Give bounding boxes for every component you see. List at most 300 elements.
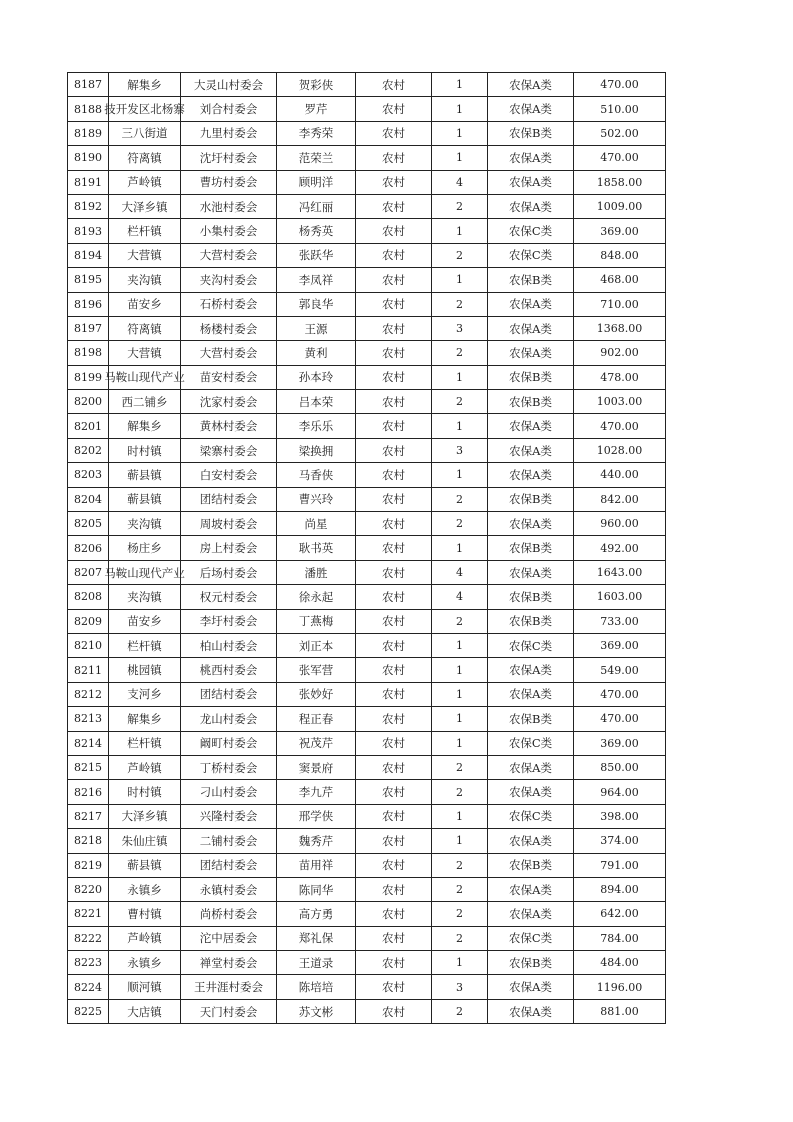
cell-count-text: 1 — [456, 687, 463, 701]
cell-id — [68, 438, 109, 462]
cell-category-text: 农保B类 — [509, 711, 552, 726]
cell-amount — [574, 853, 666, 877]
cell-name-text: 苏文彬 — [298, 1004, 334, 1019]
cell-village-text: 沈圩村委会 — [199, 150, 258, 165]
cell-amount — [574, 536, 666, 560]
cell-area — [356, 365, 432, 389]
table-row — [68, 999, 666, 1023]
cell-area — [356, 438, 432, 462]
cell-name-text: 杨秀英 — [298, 224, 334, 239]
cell-village-text: 团结村委会 — [199, 687, 258, 702]
cell-town-text: 西二铺乡 — [121, 394, 168, 409]
cell-town-text: 夹沟镇 — [127, 589, 162, 604]
cell-area-text: 农村 — [382, 638, 405, 653]
cell-village-text: 石桥村委会 — [199, 297, 258, 312]
cell-amount-text: 1858.00 — [596, 175, 643, 189]
cell-category — [488, 341, 574, 365]
cell-id-text: 8215 — [74, 761, 102, 775]
cell-count — [432, 463, 488, 487]
cell-count-text: 1 — [456, 541, 463, 555]
cell-village-text: 王井涯村委会 — [194, 980, 263, 995]
cell-amount-text: 369.00 — [600, 736, 639, 750]
cell-area — [356, 390, 432, 414]
cell-name-text: 顾明洋 — [298, 175, 334, 190]
cell-town-text: 桃园镇 — [127, 663, 162, 678]
cell-id — [68, 926, 109, 950]
table-row — [68, 829, 666, 853]
cell-count-text: 2 — [456, 200, 463, 214]
cell-area-text: 农村 — [382, 858, 405, 873]
cell-category — [488, 829, 574, 853]
cell-name — [277, 536, 356, 560]
cell-id-text: 8194 — [74, 248, 102, 262]
cell-amount — [574, 341, 666, 365]
cell-town — [109, 316, 181, 340]
cell-village — [181, 658, 277, 682]
cell-id-text: 8211 — [74, 663, 102, 677]
cell-area — [356, 414, 432, 438]
cell-village — [181, 316, 277, 340]
cell-count — [432, 487, 488, 511]
cell-amount-text: 881.00 — [600, 1005, 639, 1019]
cell-area-text: 农村 — [382, 931, 405, 946]
cell-village — [181, 463, 277, 487]
table-row — [68, 97, 666, 121]
cell-amount — [574, 146, 666, 170]
cell-category — [488, 121, 574, 145]
cell-id — [68, 731, 109, 755]
cell-count — [432, 902, 488, 926]
cell-village-text: 后场村委会 — [199, 565, 258, 580]
cell-amount-text: 710.00 — [600, 297, 639, 311]
cell-count-text: 2 — [456, 517, 463, 531]
cell-count-text: 3 — [456, 980, 463, 994]
cell-id — [68, 536, 109, 560]
cell-village — [181, 121, 277, 145]
cell-name-text: 潘胜 — [304, 565, 328, 580]
cell-id — [68, 902, 109, 926]
cell-category — [488, 585, 574, 609]
cell-area-text: 农村 — [382, 687, 405, 702]
cell-village — [181, 365, 277, 389]
cell-amount — [574, 731, 666, 755]
cell-count — [432, 146, 488, 170]
cell-count — [432, 560, 488, 584]
cell-village — [181, 877, 277, 901]
cell-amount — [574, 414, 666, 438]
cell-amount-text: 468.00 — [600, 273, 639, 287]
cell-town-text: 蕲县镇 — [127, 467, 162, 482]
cell-count — [432, 512, 488, 536]
cell-name-text: 郑礼保 — [298, 931, 334, 946]
cell-category-text: 农保B类 — [509, 370, 552, 385]
cell-town-text: 永镇乡 — [127, 882, 162, 897]
cell-name-text: 程正春 — [298, 711, 334, 726]
cell-name — [277, 73, 356, 97]
cell-count-text: 2 — [456, 614, 463, 628]
cell-village — [181, 170, 277, 194]
cell-town-text: 大泽乡镇 — [121, 809, 168, 824]
cell-id-text: 8217 — [74, 809, 102, 823]
table-row — [68, 219, 666, 243]
cell-area — [356, 170, 432, 194]
cell-category — [488, 316, 574, 340]
cell-amount — [574, 902, 666, 926]
cell-village — [181, 780, 277, 804]
cell-count-text: 4 — [456, 566, 463, 579]
cell-area — [356, 243, 432, 267]
cell-area-text: 农村 — [382, 955, 405, 970]
cell-amount-text: 470.00 — [600, 78, 639, 92]
cell-village — [181, 73, 277, 97]
cell-amount — [574, 585, 666, 609]
cell-name — [277, 170, 356, 194]
cell-village-text: 沱中居委会 — [199, 931, 258, 946]
cell-amount-text: 374.00 — [600, 834, 639, 848]
cell-area — [356, 585, 432, 609]
cell-count — [432, 853, 488, 877]
cell-category — [488, 682, 574, 706]
table-row — [68, 316, 666, 340]
cell-town — [109, 951, 181, 975]
cell-id-text: 8220 — [74, 883, 102, 897]
cell-area-text: 农村 — [382, 77, 405, 92]
cell-name-text: 苗用祥 — [298, 858, 334, 873]
cell-area — [356, 829, 432, 853]
cell-category-text: 农保B类 — [509, 589, 552, 604]
cell-town-text: 朱仙庄镇 — [121, 833, 168, 848]
cell-amount — [574, 487, 666, 511]
cell-area — [356, 121, 432, 145]
cell-area — [356, 560, 432, 584]
cell-amount-text: 964.00 — [600, 785, 639, 799]
cell-name-text: 孙本玲 — [298, 370, 334, 385]
cell-amount — [574, 829, 666, 853]
cell-amount — [574, 73, 666, 97]
cell-id-text: 8213 — [74, 712, 102, 726]
cell-town — [104, 97, 185, 121]
cell-area-text: 农村 — [382, 102, 405, 117]
cell-name-text: 陈培培 — [298, 980, 334, 995]
cell-area-text: 农村 — [382, 833, 405, 848]
cell-village-text: 梁寨村委会 — [199, 443, 258, 458]
table-row — [68, 585, 666, 609]
cell-id-text: 8191 — [74, 175, 102, 189]
cell-town-text: 栏杆镇 — [127, 736, 162, 751]
cell-area — [356, 853, 432, 877]
cell-town-text: 蕲县镇 — [127, 492, 162, 507]
cell-category — [488, 536, 574, 560]
cell-area-text: 农村 — [382, 906, 405, 921]
cell-category — [488, 731, 574, 755]
cell-village-text: 水池村委会 — [199, 199, 258, 214]
cell-area — [356, 316, 432, 340]
cell-name — [277, 292, 356, 316]
cell-area-text: 农村 — [382, 711, 405, 726]
cell-id-text: 8218 — [74, 834, 102, 848]
cell-amount-text: 1003.00 — [596, 395, 643, 409]
cell-category-text: 农保C类 — [508, 931, 553, 946]
cell-name — [277, 902, 356, 926]
cell-count-text: 2 — [456, 858, 463, 872]
cell-amount-text: 1643.00 — [596, 566, 643, 579]
cell-category-text: 农保B类 — [509, 541, 552, 556]
cell-name-text: 耿书英 — [298, 541, 334, 556]
cell-category-text: 农保A类 — [509, 882, 552, 897]
cell-id-text: 8196 — [74, 297, 102, 311]
cell-id — [68, 194, 109, 218]
cell-name — [277, 951, 356, 975]
cell-id-text: 8201 — [74, 419, 102, 433]
cell-name — [277, 682, 356, 706]
cell-area — [356, 512, 432, 536]
cell-name-text: 王道录 — [298, 955, 334, 970]
cell-town — [109, 219, 181, 243]
cell-name-text: 李凤祥 — [298, 272, 334, 287]
cell-id — [68, 975, 109, 999]
table-row — [68, 560, 666, 584]
cell-count — [432, 585, 488, 609]
cell-area-text: 农村 — [382, 809, 405, 824]
cell-name-text: 张妙好 — [298, 687, 334, 702]
cell-town-text: 苗安乡 — [127, 614, 162, 629]
cell-category — [488, 219, 574, 243]
cell-town — [109, 902, 181, 926]
cell-town — [109, 341, 181, 365]
cell-village-text: 黄林村委会 — [199, 419, 258, 434]
cell-town — [109, 414, 181, 438]
cell-count-text: 2 — [456, 785, 463, 799]
cell-category — [488, 268, 574, 292]
cell-id-text: 8189 — [74, 126, 102, 140]
cell-town — [109, 707, 181, 731]
cell-name-text: 魏秀芹 — [298, 833, 334, 848]
cell-amount-text: 502.00 — [600, 126, 639, 140]
cell-category — [488, 951, 574, 975]
cell-name-text: 尚星 — [304, 516, 328, 531]
cell-village-text: 禅堂村委会 — [199, 955, 258, 970]
cell-id — [68, 707, 109, 731]
cell-category-text: 农保A类 — [509, 150, 552, 165]
cell-id — [68, 243, 109, 267]
cell-count-text: 1 — [456, 151, 463, 165]
table-row — [68, 121, 666, 145]
cell-town-text: 马鞍山现代产业 — [104, 565, 185, 580]
cell-category-text: 农保B类 — [509, 394, 552, 409]
cell-area-text: 农村 — [382, 126, 405, 141]
cell-area-text: 农村 — [382, 345, 405, 360]
cell-name-text: 徐永起 — [298, 589, 334, 604]
table-row — [68, 146, 666, 170]
cell-category-text: 农保A类 — [509, 980, 552, 995]
cell-id-text: 8204 — [74, 492, 102, 506]
cell-count — [432, 755, 488, 779]
cell-town — [109, 121, 181, 145]
cell-name — [277, 512, 356, 536]
cell-count — [432, 633, 488, 657]
cell-area — [356, 73, 432, 97]
cell-category — [488, 292, 574, 316]
cell-area-text: 农村 — [382, 150, 405, 165]
cell-id — [68, 755, 109, 779]
cell-count — [432, 73, 488, 97]
cell-count — [432, 780, 488, 804]
cell-name-text: 李乐乐 — [298, 419, 334, 434]
cell-village — [181, 707, 277, 731]
cell-count-text: 2 — [456, 346, 463, 360]
cell-count — [432, 170, 488, 194]
cell-village — [181, 585, 277, 609]
cell-town-text: 杨庄乡 — [127, 541, 162, 556]
cell-town — [109, 780, 181, 804]
cell-id — [68, 951, 109, 975]
cell-name — [277, 316, 356, 340]
cell-town-text: 芦岭镇 — [127, 760, 162, 775]
cell-village-text: 夹沟村委会 — [199, 272, 258, 287]
cell-count-text: 1 — [456, 78, 463, 92]
cell-village-text: 团结村委会 — [199, 858, 258, 873]
cell-count — [432, 316, 488, 340]
cell-name-text: 张军营 — [298, 663, 334, 678]
cell-area-text: 农村 — [382, 541, 405, 556]
cell-town — [109, 438, 181, 462]
cell-amount — [574, 999, 666, 1023]
cell-village — [181, 731, 277, 755]
cell-count-text: 1 — [456, 736, 463, 750]
cell-id — [68, 780, 109, 804]
cell-name-text: 梁换拥 — [298, 443, 334, 458]
cell-amount-text: 440.00 — [600, 468, 639, 482]
cell-category-text: 农保C类 — [508, 248, 553, 263]
cell-village-text: 小集村委会 — [199, 224, 258, 239]
cell-name — [277, 609, 356, 633]
cell-village-text: 大营村委会 — [199, 345, 258, 360]
cell-area — [356, 975, 432, 999]
cell-village — [181, 999, 277, 1023]
cell-count — [432, 658, 488, 682]
cell-area-text: 农村 — [382, 370, 405, 385]
cell-amount-text: 1603.00 — [596, 590, 643, 604]
cell-id-text: 8192 — [74, 200, 102, 214]
table-row — [68, 341, 666, 365]
cell-village — [181, 755, 277, 779]
cell-area — [356, 219, 432, 243]
cell-town — [109, 292, 181, 316]
cell-id — [68, 560, 109, 584]
cell-id-text: 8216 — [74, 785, 102, 799]
cell-category-text: 农保A类 — [509, 906, 552, 921]
cell-count — [432, 707, 488, 731]
cell-amount — [574, 390, 666, 414]
cell-count — [432, 438, 488, 462]
table-row — [68, 414, 666, 438]
cell-town — [104, 560, 185, 584]
cell-count-text: 1 — [456, 273, 463, 287]
cell-town-text: 解集乡 — [127, 419, 162, 434]
cell-category-text: 农保B类 — [509, 858, 552, 873]
cell-area-text: 农村 — [382, 882, 405, 897]
cell-category — [488, 438, 574, 462]
cell-category — [488, 73, 574, 97]
cell-name — [277, 365, 356, 389]
cell-count-text: 2 — [456, 248, 463, 262]
cell-village — [181, 682, 277, 706]
cell-id-text: 8224 — [74, 980, 102, 994]
cell-amount — [574, 682, 666, 706]
cell-amount — [574, 560, 666, 584]
cell-area — [356, 682, 432, 706]
cell-id-text: 8219 — [74, 858, 102, 872]
cell-village-text: 尚桥村委会 — [199, 906, 258, 921]
cell-village — [181, 804, 277, 828]
table-row — [68, 487, 666, 511]
cell-amount — [574, 707, 666, 731]
cell-name-text: 高方勇 — [298, 906, 334, 921]
cell-village — [181, 926, 277, 950]
cell-id-text: 8188 — [74, 102, 102, 116]
cell-town-text: 芦岭镇 — [127, 931, 162, 946]
cell-count — [432, 243, 488, 267]
cell-name — [277, 926, 356, 950]
cell-village-text: 房上村委会 — [199, 541, 258, 556]
cell-name — [277, 829, 356, 853]
cell-town-text: 栏杆镇 — [127, 638, 162, 653]
cell-category-text: 农保A类 — [509, 663, 552, 678]
cell-area — [356, 268, 432, 292]
cell-id — [68, 487, 109, 511]
cell-area — [356, 146, 432, 170]
cell-village — [181, 146, 277, 170]
cell-town-text: 符离镇 — [127, 321, 162, 336]
cell-name — [277, 463, 356, 487]
cell-amount-text: 1009.00 — [596, 200, 643, 214]
cell-name — [277, 804, 356, 828]
cell-town — [109, 463, 181, 487]
cell-town-text: 芦岭镇 — [127, 175, 162, 190]
cell-area-text: 农村 — [382, 492, 405, 507]
cell-amount — [574, 243, 666, 267]
cell-id — [68, 512, 109, 536]
cell-category-text: 农保B类 — [509, 955, 552, 970]
cell-id-text: 8206 — [74, 541, 102, 555]
cell-category-text: 农保A类 — [509, 419, 552, 434]
cell-name — [277, 560, 356, 584]
cell-village — [181, 633, 277, 657]
cell-name — [277, 658, 356, 682]
cell-id — [68, 292, 109, 316]
cell-village-text: 阚町村委会 — [199, 736, 258, 751]
cell-area — [356, 707, 432, 731]
cell-name — [277, 219, 356, 243]
cell-town — [109, 829, 181, 853]
cell-count-text: 1 — [456, 370, 463, 384]
cell-category-text: 农保A类 — [509, 297, 552, 312]
cell-amount-text: 850.00 — [600, 761, 639, 775]
cell-area — [356, 951, 432, 975]
cell-category-text: 农保C类 — [508, 638, 553, 653]
cell-town — [109, 658, 181, 682]
table-row — [68, 243, 666, 267]
cell-count-text: 2 — [456, 761, 463, 775]
cell-village — [181, 512, 277, 536]
cell-amount-text: 848.00 — [600, 248, 639, 262]
cell-count-text: 1 — [456, 419, 463, 433]
cell-name — [277, 438, 356, 462]
cell-village-text: 天门村委会 — [199, 1004, 258, 1019]
cell-category — [488, 170, 574, 194]
cell-category-text: 农保A类 — [509, 321, 552, 336]
cell-town — [109, 999, 181, 1023]
